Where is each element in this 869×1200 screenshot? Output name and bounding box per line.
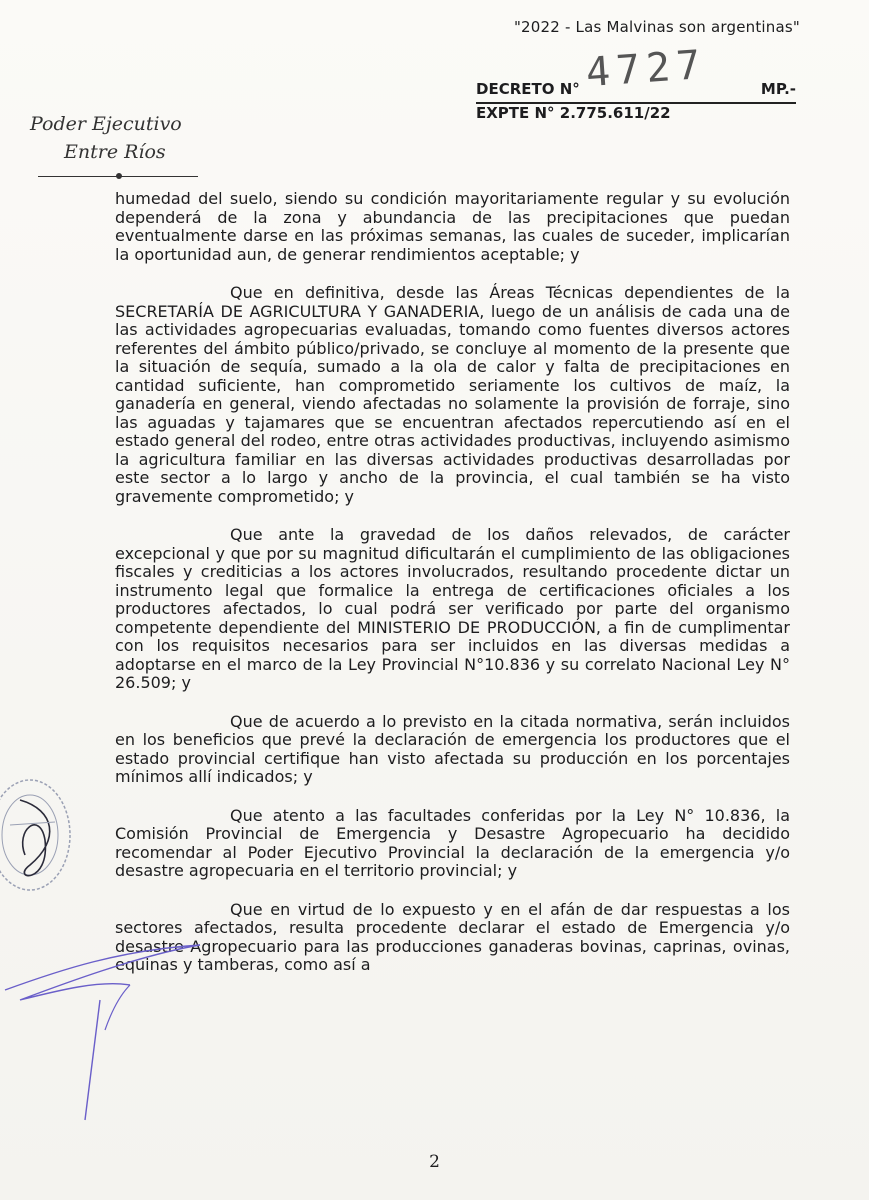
document-body xyxy=(115,190,790,995)
page-number: 2 xyxy=(429,1152,440,1172)
paragraph: Que en virtud de lo expuesto y en el afán de dar respuestas a los sectores afectados, resulta procedente declarar el estado de Emergencia y/o desastre Agropecuario para las producciones ganaderas bovinas, caprinas, ovinas, equinas y tamberas, como así a xyxy=(115,899,790,974)
decreto-number: 4727 xyxy=(584,41,708,97)
paragraph: humedad del suelo, siendo su condición mayoritariamente regular y su evolución dependerá de la zona y abundancia de las precipitaciones que puedan eventualmente darse en las próximas semanas, las cuales de suceder, implicarían la oportunidad aun, de generar rendimientos aceptable; y xyxy=(115,189,790,264)
expediente-number: EXPTE N° 2.775.611/22 xyxy=(476,104,671,122)
letterhead-line-1: Poder Ejecutivo xyxy=(30,113,182,135)
paragraph: Que atento a las facultades conferidas por la Ley N° 10.836, la Comisión Provincial de Emergencia y Desastre Agropecuario ha decidido recomendar al Poder Ejecutivo Provincial la declaración de la emergencia y/o desastre agropecuaria en el territorio provincial; y xyxy=(115,805,790,880)
header-motto: "2022 - Las Malvinas son argentinas" xyxy=(513,18,800,36)
letterhead-line-2: Entre Ríos xyxy=(64,141,166,163)
letterhead xyxy=(30,110,210,177)
official-seal-icon xyxy=(0,770,90,900)
signature-scribble-icon xyxy=(0,930,260,1130)
paragraph: Que en definitiva, desde las Áreas Técnicas dependientes de la SECRETARÍA DE AGRICULTURA Y GANADERIA, luego de un análisis de cada una de las actividades agropecuarias evaluadas, tomando como fuentes diversos actores referentes del ámbito público/privado, se concluye al momento de la presente que la situación de sequía, sumado a la ola de calor y falta de precipitaciones en cantidad suficiente, han comprometido seriamente los cultivos de maíz, la ganadería en general, viendo afectadas no solamente la provisión de forraje, sino las aguadas y tajamares que se encuentran afectados repercutiendo así en el estado general del rodeo, entre otras actividades productivas, incluyendo asimismo la agricultura familiar en las diversas actividades productivas desarrolladas por este sector a lo largo y ancho de la provincia, el cual también se ha visto gravemente comprometido; y xyxy=(115,283,790,506)
paragraph: Que de acuerdo a lo previsto en la citada normativa, serán incluidos en los beneficios que prevé la declaración de emergencia los productores que el estado provincial certifique han visto afectada su producción en los porcentajes mínimos allí indicados; y xyxy=(115,711,790,786)
letterhead-rule xyxy=(38,176,198,177)
decreto-line xyxy=(476,41,796,104)
decreto-label: DECRETO N° xyxy=(476,80,580,98)
decreto-suffix: MP.- xyxy=(760,80,796,98)
paragraph: Que ante la gravedad de los daños relevados, de carácter excepcional y que por su magnitud dificultarán el cumplimiento de las obligaciones fiscales y crediticias a los actores involucrados, resultando procedente dictar un instrumento legal que formalice la entrega de certificaciones oficiales a los productores afectados, lo cual podrá ser verificado por parte del organismo competente dependiente del MINISTERIO DE PRODUCCIÓN, a fin de cumplimentar con los requisitos necesarios para ser incluidos en las diversas medidas a adoptarse en el marco de la Ley Provincial N°10.836 y su correlato Nacional Ley N° 26.509; y xyxy=(115,525,790,692)
